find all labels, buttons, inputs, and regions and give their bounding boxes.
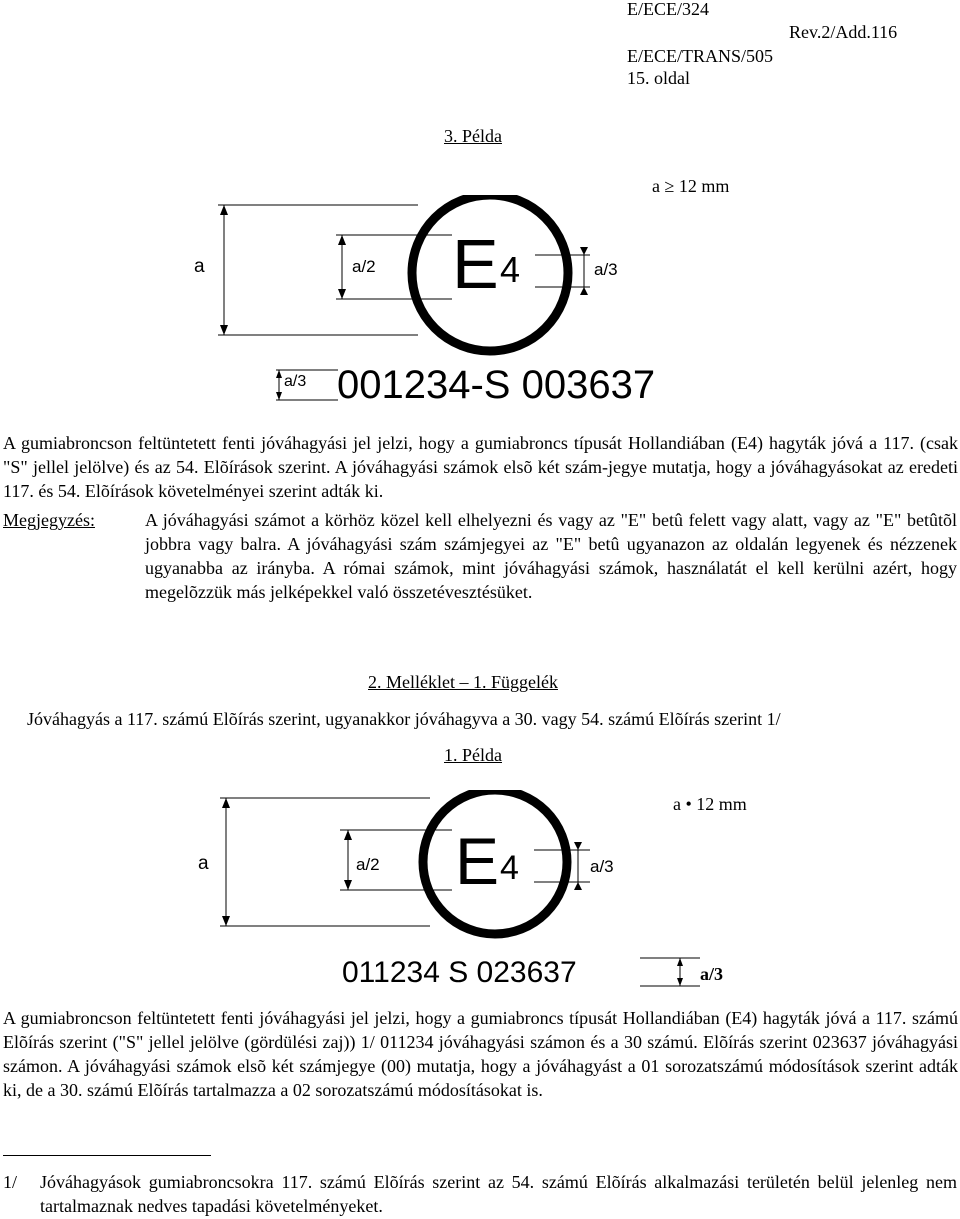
page-number: 15. oldal [627,68,690,88]
revision: Rev.2/Add.116 [789,22,898,42]
example1-title: 1. Példa [444,745,502,765]
dim-label-a3: a/3 [594,260,618,279]
annex-subtitle: Jóváhagyás a 117. számú Elõírás szerint, ugyanakkor jóváhagyva a 30. vagy 54. számú Elõírás szerint 1/ [27,709,781,729]
doc-symbol-trans: E/ECE/TRANS/505 [627,46,774,66]
example3-size-note: a ≥ 12 mm [652,176,730,196]
footnote-rule [3,1155,211,1156]
footnote-marker: 1/ [3,1172,18,1192]
mark-letter: E [452,225,499,303]
approval-number: 011234 S 023637 [342,956,577,989]
mark-number: 4 [500,849,519,887]
example1-size-note: a • 12 mm [673,794,747,814]
example1-paragraph: A gumiabroncson feltüntetett fenti jóváhagyási jel jelzi, hogy a gumiabroncs típusát Hollandiában (E4) hagyták jóvá a 117. számú Elõírás szerint ("S" jellel jelölve (gördülési zaj)) 1/ 011234 jóváhagyási számon és a 30 számú. Elõírás szerint 023637 jóváhagyási számon. A jóváhagyási számok elsõ két számjegye (00) mutatja, hogy a jóváhagyást a 01 sorozatszámú módosítások szerint adták ki, de a 30. számú Elõírás tartalmazza a 02 sorozatszámú módosításokat is. [3,1008,958,1100]
dim-label-a3-right: a/3 [700,964,724,984]
dim-label-a: a [194,256,205,277]
approval-number: 001234-S 003637 [337,363,656,407]
annex-title: 2. Melléklet – 1. Függelék [368,672,558,692]
example3-title: 3. Példa [444,126,502,146]
note-label: Megjegyzés: [3,510,95,530]
dim-label-a: a [198,853,209,874]
footnote-text: Jóváhagyások gumiabroncsokra 117. számú Elõírás szerint az 54. számú Elõírás alkalmazási területén belül jelenleg nem tartalmaznak nedves tapadási követelményeket. [40,1172,957,1216]
dim-label-a3-left: a/3 [284,373,307,390]
dim-label-a2: a/2 [356,855,380,874]
mark-number: 4 [500,249,521,290]
mark-letter: E [455,824,500,898]
note-text: A jóváhagyási számot a körhöz közel kell elhelyezni és vagy az "E" betû felett vagy alatt, vagy az "E" betûtõl jobbra vagy balra. A jóváhagyási szám számjegyei az "E" betû ugyanazon az oldalán legyenek és nézzenek ugyanabba az irányba. A római számok, mint jóváhagyási számok, használatát el kell kerülni azért, hogy megelõzzük más jelképekkel való összetévesztésüket. [145,510,957,602]
dim-label-a2: a/2 [352,257,376,276]
doc-symbol: E/ECE/324 [627,0,709,19]
example3-paragraph: A gumiabroncson feltüntetett fenti jóváhagyási jel jelzi, hogy a gumiabroncs típusát Hollandiában (E4) hagyták jóvá a 117. (csak "S" jellel jelölve) és az 54. Elõírások szerint. A jóváhagyási számok elsõ két szám-jegye mutatja, hogy a jóváhagyásokat az eredeti 117. és 54. Elõírások követelményei szerint adták ki. [3,433,958,501]
dim-label-a3: a/3 [590,857,614,876]
